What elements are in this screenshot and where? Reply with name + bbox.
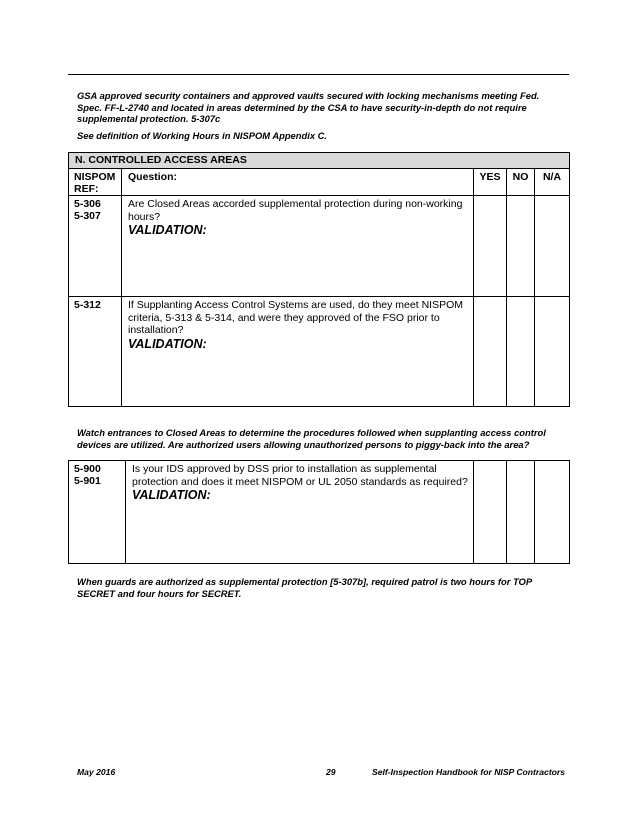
na-header: N/A — [535, 169, 570, 196]
table-row — [69, 196, 570, 297]
no-checkbox-cell[interactable] — [507, 461, 535, 564]
yes-checkbox-cell[interactable] — [474, 196, 507, 297]
row-ref: 5-306 5-307 — [69, 196, 122, 297]
piggy-back-note: Watch entrances to Closed Areas to determine the procedures followed when supplanting access control devices are utilized. Are authorized users allowing unauthorized persons to piggy-back into the area? — [77, 427, 546, 450]
ids-table — [68, 460, 570, 564]
validation-label: VALIDATION: — [128, 223, 207, 237]
guard-patrol-note: When guards are authorized as supplemental protection [5-307b], required patrol is two hours for TOP SECRET and four hours for SECRET. — [77, 576, 532, 599]
validation-label: VALIDATION: — [128, 336, 207, 351]
row-question: Is your IDS approved by DSS prior to installation as supplemental protection and does it meet NISPOM or UL 2050 standards as required? — [132, 463, 468, 488]
working-hours-note: See definition of Working Hours in NISPOM Appendix C. — [77, 130, 328, 141]
row-question-cell — [122, 297, 474, 407]
table-row — [69, 297, 570, 407]
controlled-access-table — [68, 152, 570, 407]
footer-handbook-title: Self-Inspection Handbook for NISP Contractors — [372, 767, 566, 777]
question-header: Question: — [122, 169, 474, 196]
table-row — [69, 461, 570, 564]
row-ref: 5-900 5-901 — [69, 461, 126, 564]
section-title: N. CONTROLLED ACCESS AREAS — [69, 153, 570, 169]
nispom-ref-header: NISPOM REF: — [69, 169, 122, 196]
row-question: Are Closed Areas accorded supplemental protection during non-working hours? — [128, 198, 463, 223]
row-question-cell — [122, 196, 474, 297]
row-question: If Supplanting Access Control Systems are used, do they meet NISPOM criteria, 5-313 & 5-314, and were they approved of the FSO prior to installation? — [128, 299, 463, 336]
row-ref: 5-312 — [69, 297, 122, 407]
na-checkbox-cell[interactable] — [535, 196, 570, 297]
table-header-row — [69, 169, 570, 196]
no-checkbox-cell[interactable] — [507, 196, 535, 297]
na-checkbox-cell[interactable] — [535, 297, 570, 407]
gsa-containers-note: GSA approved security containers and approved vaults secured with locking mechanisms meeting Fed. Spec. FF-L-2740 and located in areas determined by the CSA to have security-in-depth do not require supplemental protection. 5-307c — [77, 90, 540, 125]
yes-checkbox-cell[interactable] — [474, 461, 507, 564]
validation-label: VALIDATION: — [132, 488, 211, 502]
top-divider-line — [68, 74, 569, 75]
no-checkbox-cell[interactable] — [507, 297, 535, 407]
footer-date: May 2016 — [77, 767, 116, 777]
page-number: 29 — [326, 767, 336, 777]
na-checkbox-cell[interactable] — [535, 461, 570, 564]
no-header: NO — [507, 169, 535, 196]
row-question-cell — [126, 461, 474, 564]
yes-header: YES — [474, 169, 507, 196]
yes-checkbox-cell[interactable] — [474, 297, 507, 407]
